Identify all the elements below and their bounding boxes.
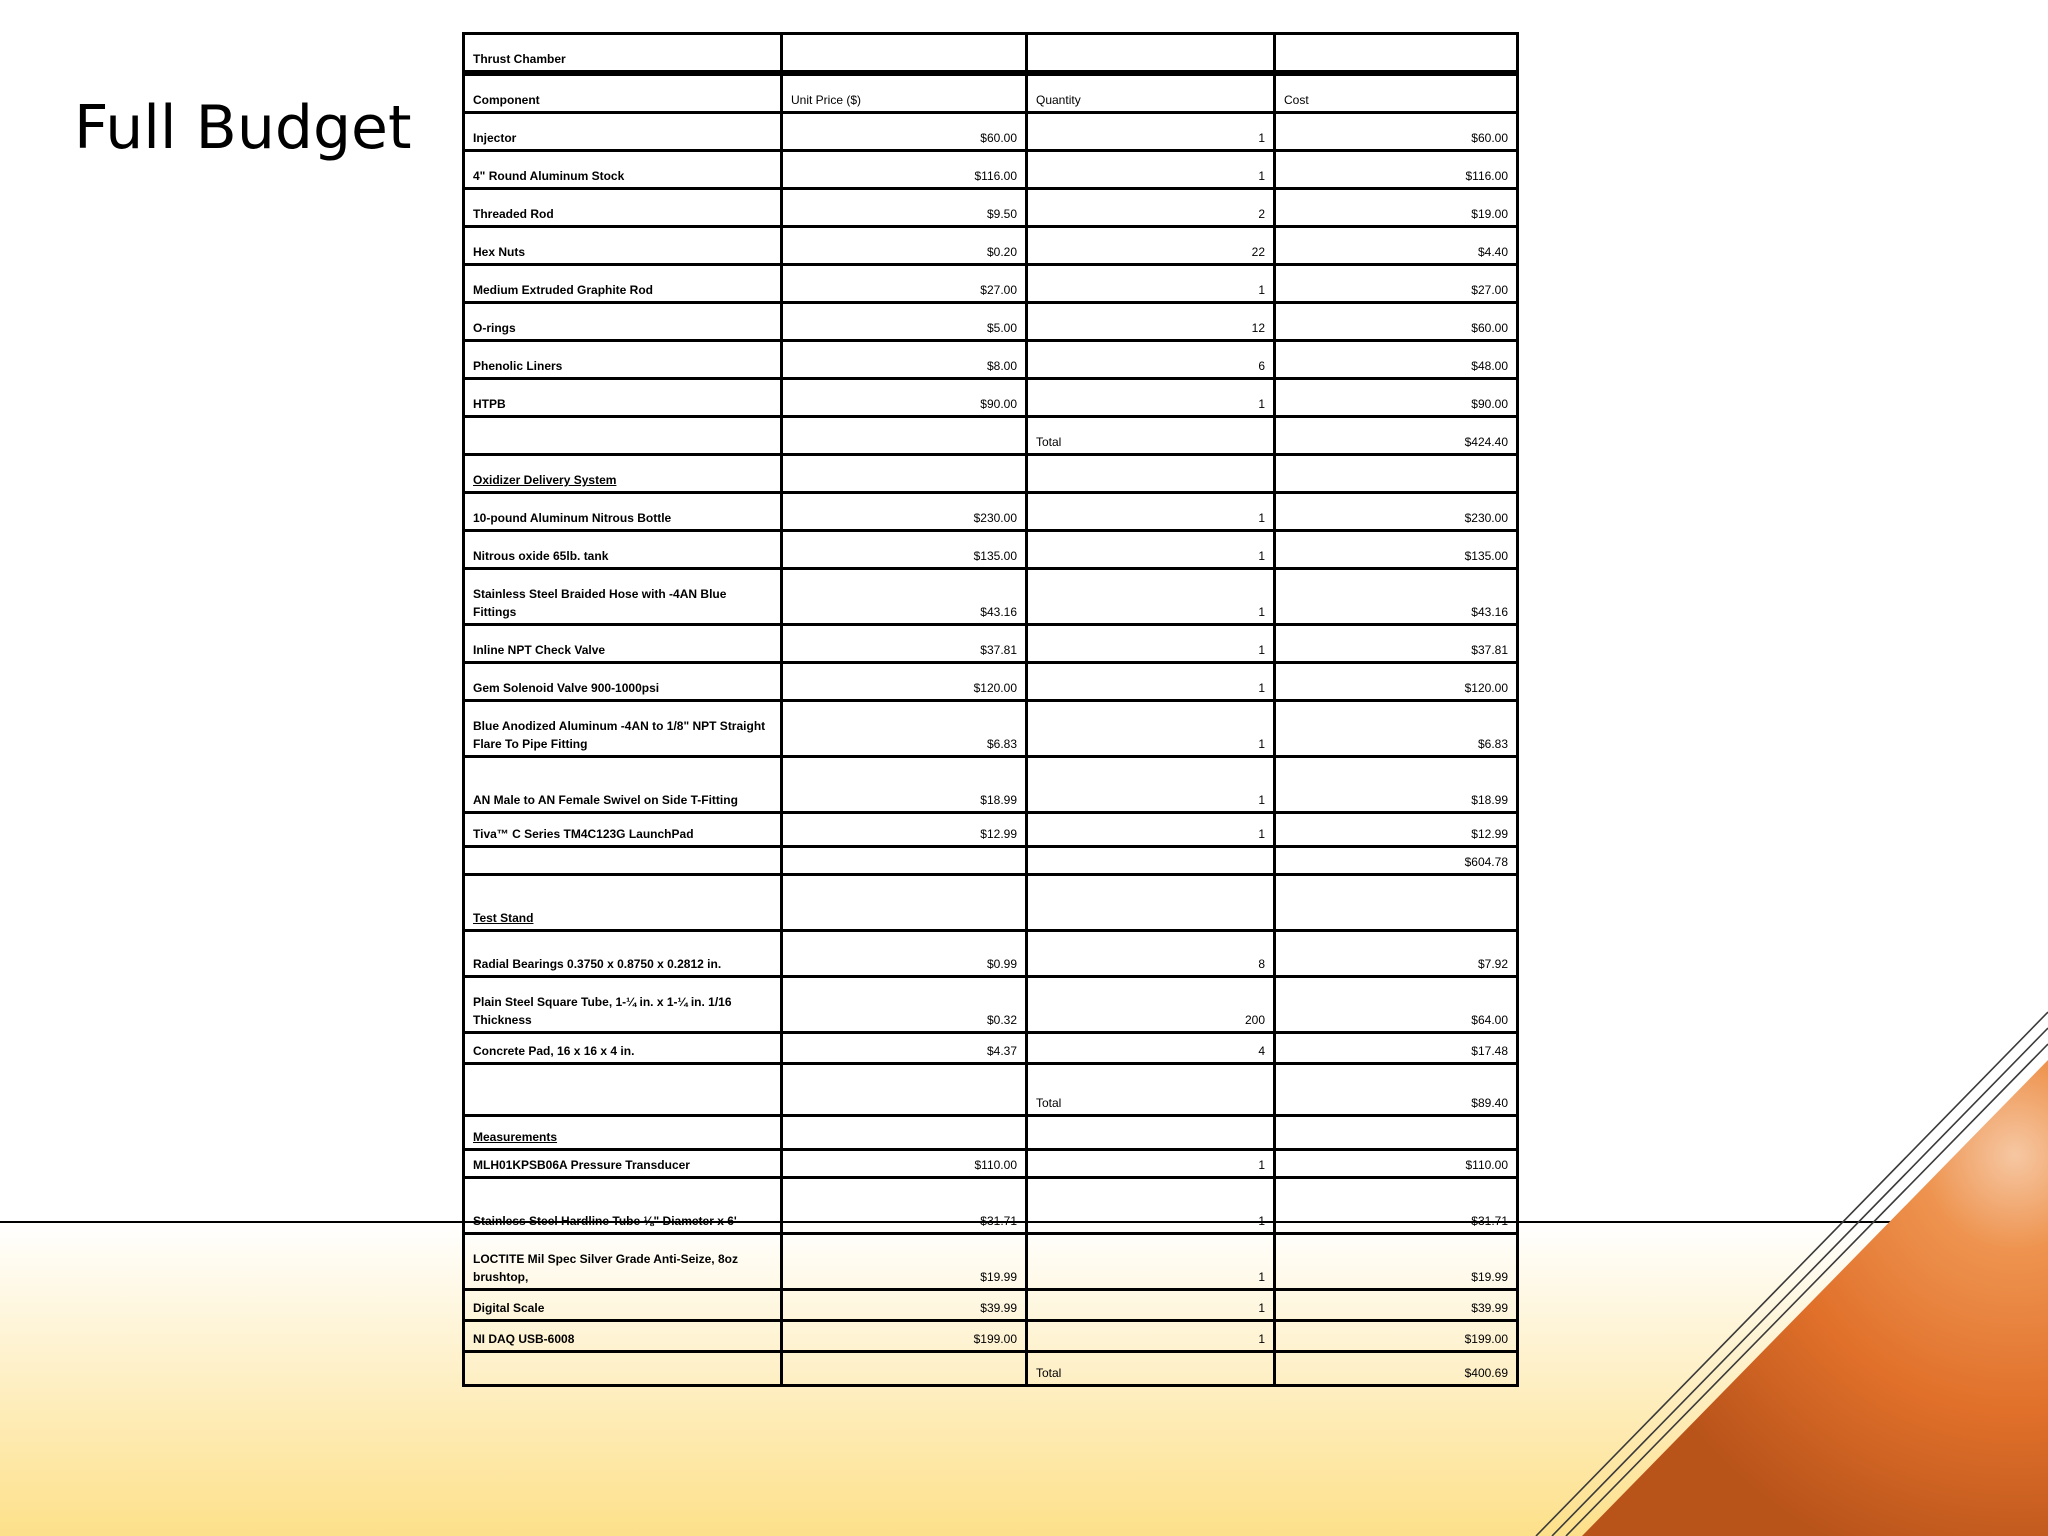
cost: $4.40	[1275, 227, 1518, 265]
unit-price: $90.00	[782, 379, 1027, 417]
unit-price: $120.00	[782, 663, 1027, 701]
section-title-thrust-chamber: Thrust Chamber	[464, 34, 782, 74]
table-row	[464, 663, 1518, 701]
quantity: 1	[1027, 531, 1275, 569]
cost: $90.00	[1275, 379, 1518, 417]
empty-cell	[1275, 875, 1518, 931]
unit-price: $0.32	[782, 977, 1027, 1033]
component-name: Inline NPT Check Valve	[464, 625, 782, 663]
quantity: 1	[1027, 701, 1275, 757]
total-value: $89.40	[1275, 1064, 1518, 1116]
component-name: 4" Round Aluminum Stock	[464, 151, 782, 189]
cost: $19.00	[1275, 189, 1518, 227]
empty-cell	[782, 417, 1027, 455]
table-row	[464, 1290, 1518, 1321]
component-name: LOCTITE Mil Spec Silver Grade Anti-Seize, 8oz brushtop,	[464, 1234, 782, 1290]
component-name: HTPB	[464, 379, 782, 417]
component-name: MLH01KPSB06A Pressure Transducer	[464, 1150, 782, 1178]
quantity: 1	[1027, 757, 1275, 813]
cost: $60.00	[1275, 113, 1518, 151]
quantity: 1	[1027, 379, 1275, 417]
section-title-oxidizer: Oxidizer Delivery System	[464, 455, 782, 493]
quantity: 22	[1027, 227, 1275, 265]
unit-price: $18.99	[782, 757, 1027, 813]
component-name: Radial Bearings 0.3750 x 0.8750 x 0.2812 in.	[464, 931, 782, 977]
empty-cell	[464, 1064, 782, 1116]
empty-cell	[782, 1352, 1027, 1386]
table-row	[464, 1234, 1518, 1290]
unit-price: $116.00	[782, 151, 1027, 189]
column-header-quantity: Quantity	[1027, 73, 1275, 113]
component-name: Stainless Steel Hardline Tube ⅛" Diameter x 6'	[464, 1178, 782, 1234]
cost: $120.00	[1275, 663, 1518, 701]
quantity: 1	[1027, 1321, 1275, 1352]
unit-price: $43.16	[782, 569, 1027, 625]
unit-price: $31.71	[782, 1178, 1027, 1234]
quantity: 6	[1027, 341, 1275, 379]
quantity: 200	[1027, 977, 1275, 1033]
component-name: Blue Anodized Aluminum -4AN to 1/8" NPT Straight Flare To Pipe Fitting	[464, 701, 782, 757]
unit-price: $39.99	[782, 1290, 1027, 1321]
empty-cell	[1275, 34, 1518, 74]
component-name: Digital Scale	[464, 1290, 782, 1321]
total-row-measurements	[464, 1352, 1518, 1386]
table-row	[464, 1178, 1518, 1234]
component-name: 10-pound Aluminum Nitrous Bottle	[464, 493, 782, 531]
unit-price: $27.00	[782, 265, 1027, 303]
section-row-oxidizer	[464, 455, 1518, 493]
unit-price: $110.00	[782, 1150, 1027, 1178]
empty-cell	[1027, 455, 1275, 493]
component-name: Hex Nuts	[464, 227, 782, 265]
quantity: 1	[1027, 569, 1275, 625]
column-header-component: Component	[464, 73, 782, 113]
table-row	[464, 569, 1518, 625]
component-name: Plain Steel Square Tube, 1-¼ in. x 1-¼ in. 1/16 Thickness	[464, 977, 782, 1033]
empty-cell	[782, 875, 1027, 931]
header-row	[464, 73, 1518, 113]
section-title-measurements: Measurements	[464, 1116, 782, 1150]
quantity: 12	[1027, 303, 1275, 341]
cost: $39.99	[1275, 1290, 1518, 1321]
component-name: Concrete Pad, 16 x 16 x 4 in.	[464, 1033, 782, 1064]
quantity: 1	[1027, 265, 1275, 303]
component-name: NI DAQ USB-6008	[464, 1321, 782, 1352]
cost: $37.81	[1275, 625, 1518, 663]
table-row	[464, 701, 1518, 757]
component-name: Tiva™ C Series TM4C123G LaunchPad	[464, 813, 782, 847]
empty-cell	[782, 455, 1027, 493]
unit-price: $0.99	[782, 931, 1027, 977]
unit-price: $199.00	[782, 1321, 1027, 1352]
unit-price: $19.99	[782, 1234, 1027, 1290]
empty-cell	[1027, 875, 1275, 931]
component-name: AN Male to AN Female Swivel on Side T-Fitting	[464, 757, 782, 813]
table-row	[464, 493, 1518, 531]
cost: $199.00	[1275, 1321, 1518, 1352]
cost: $135.00	[1275, 531, 1518, 569]
empty-cell	[1275, 455, 1518, 493]
unit-price: $6.83	[782, 701, 1027, 757]
quantity: 1	[1027, 1178, 1275, 1234]
cost: $6.83	[1275, 701, 1518, 757]
section-row-thrust-chamber	[464, 34, 1518, 74]
quantity: 1	[1027, 625, 1275, 663]
empty-cell	[464, 417, 782, 455]
empty-cell	[1027, 34, 1275, 74]
cost: $19.99	[1275, 1234, 1518, 1290]
cost: $31.71	[1275, 1178, 1518, 1234]
total-label: Total	[1027, 1352, 1275, 1386]
quantity: 1	[1027, 663, 1275, 701]
unit-price: $135.00	[782, 531, 1027, 569]
table-row	[464, 813, 1518, 847]
component-name: Nitrous oxide 65lb. tank	[464, 531, 782, 569]
component-name: Medium Extruded Graphite Rod	[464, 265, 782, 303]
section-row-test-stand	[464, 875, 1518, 931]
total-value: $400.69	[1275, 1352, 1518, 1386]
empty-cell	[782, 1064, 1027, 1116]
table-row	[464, 1321, 1518, 1352]
total-row-test-stand	[464, 1064, 1518, 1116]
section-title-test-stand: Test Stand	[464, 875, 782, 931]
table-row	[464, 151, 1518, 189]
empty-cell	[1027, 1116, 1275, 1150]
component-name: Threaded Rod	[464, 189, 782, 227]
table-row	[464, 379, 1518, 417]
section-row-measurements	[464, 1116, 1518, 1150]
quantity: 2	[1027, 189, 1275, 227]
total-label: Total	[1027, 1064, 1275, 1116]
component-name: Phenolic Liners	[464, 341, 782, 379]
cost: $110.00	[1275, 1150, 1518, 1178]
cost: $60.00	[1275, 303, 1518, 341]
cost: $116.00	[1275, 151, 1518, 189]
table-row	[464, 227, 1518, 265]
unit-price: $60.00	[782, 113, 1027, 151]
table-row	[464, 757, 1518, 813]
column-header-cost: Cost	[1275, 73, 1518, 113]
component-name: O-rings	[464, 303, 782, 341]
component-name: Stainless Steel Braided Hose with -4AN Blue Fittings	[464, 569, 782, 625]
quantity: 1	[1027, 113, 1275, 151]
slide-title: Full Budget	[74, 93, 412, 163]
total-row-thrust-chamber	[464, 417, 1518, 455]
empty-cell	[464, 847, 782, 875]
empty-cell	[782, 847, 1027, 875]
unit-price: $8.00	[782, 341, 1027, 379]
quantity: 8	[1027, 931, 1275, 977]
unit-price: $0.20	[782, 227, 1027, 265]
cost: $12.99	[1275, 813, 1518, 847]
total-label: Total	[1027, 417, 1275, 455]
cost: $17.48	[1275, 1033, 1518, 1064]
unit-price: $12.99	[782, 813, 1027, 847]
quantity: 1	[1027, 813, 1275, 847]
quantity: 1	[1027, 151, 1275, 189]
table-row	[464, 341, 1518, 379]
total-value: $604.78	[1275, 847, 1518, 875]
quantity: 1	[1027, 1234, 1275, 1290]
empty-cell	[782, 1116, 1027, 1150]
unit-price: $4.37	[782, 1033, 1027, 1064]
unit-price: $37.81	[782, 625, 1027, 663]
table-row	[464, 1033, 1518, 1064]
total-value: $424.40	[1275, 417, 1518, 455]
table-row	[464, 531, 1518, 569]
table-row	[464, 265, 1518, 303]
empty-cell	[1027, 847, 1275, 875]
table-row	[464, 189, 1518, 227]
cost: $18.99	[1275, 757, 1518, 813]
quantity: 1	[1027, 493, 1275, 531]
table-row	[464, 977, 1518, 1033]
component-name: Injector	[464, 113, 782, 151]
budget-table	[462, 32, 1519, 1387]
empty-cell	[464, 1352, 782, 1386]
table-row	[464, 303, 1518, 341]
quantity: 1	[1027, 1150, 1275, 1178]
unit-price: $230.00	[782, 493, 1027, 531]
cost: $48.00	[1275, 341, 1518, 379]
empty-cell	[782, 34, 1027, 74]
cost: $64.00	[1275, 977, 1518, 1033]
unit-price: $5.00	[782, 303, 1027, 341]
quantity: 1	[1027, 1290, 1275, 1321]
table-row	[464, 113, 1518, 151]
component-name: Gem Solenoid Valve 900-1000psi	[464, 663, 782, 701]
table-row	[464, 625, 1518, 663]
quantity: 4	[1027, 1033, 1275, 1064]
cost: $27.00	[1275, 265, 1518, 303]
cost: $7.92	[1275, 931, 1518, 977]
table-row	[464, 1150, 1518, 1178]
empty-cell	[1275, 1116, 1518, 1150]
table-row	[464, 931, 1518, 977]
total-row-oxidizer	[464, 847, 1518, 875]
unit-price: $9.50	[782, 189, 1027, 227]
column-header-unit-price: Unit Price ($)	[782, 73, 1027, 113]
cost: $43.16	[1275, 569, 1518, 625]
cost: $230.00	[1275, 493, 1518, 531]
